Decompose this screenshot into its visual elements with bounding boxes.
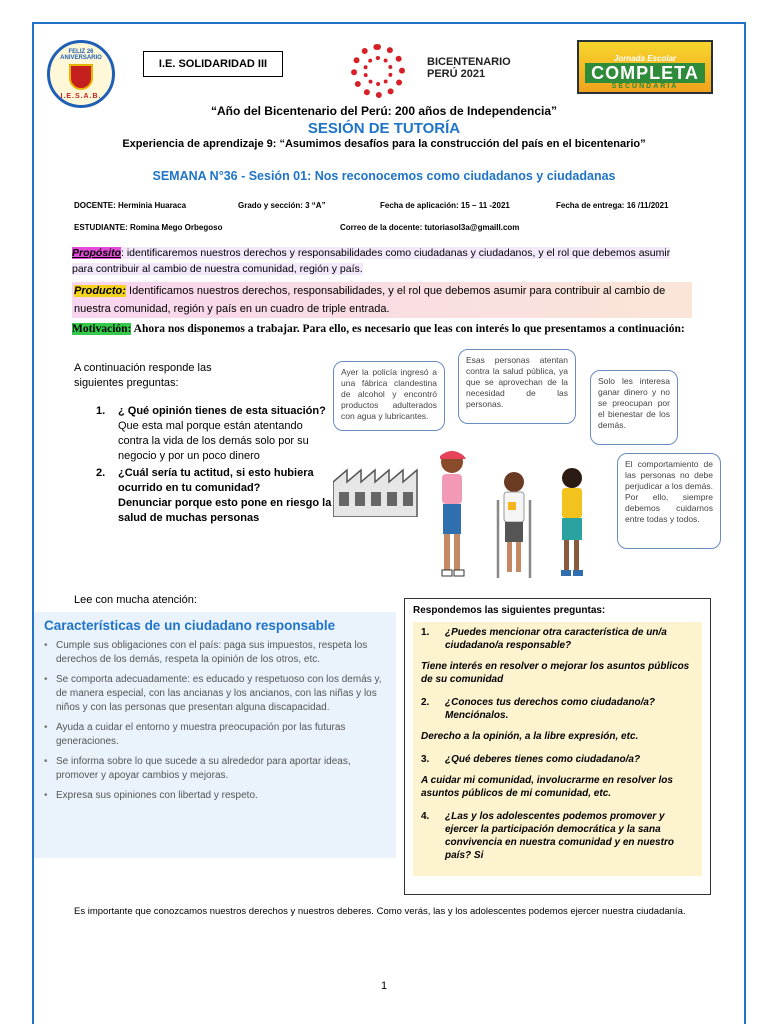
list-item: [44, 721, 386, 749]
question-number: 4.: [421, 811, 430, 822]
purpose-label: Propósito: [72, 247, 121, 259]
read-instruction: Lee con mucha atención:: [74, 594, 197, 606]
bullet-icon: •: [44, 674, 48, 685]
response-answer[interactable]: Derecho a la opinión, a la libre expresión, etc.: [421, 731, 639, 742]
list-item: [96, 466, 336, 526]
list-item: [44, 755, 386, 783]
characteristic-text: Expresa sus opiniones con libertad y respeto.: [56, 790, 258, 801]
shield-icon: [69, 64, 93, 90]
motivation-text: Ahora nos disponemos a trabajar. Para ello, es necesario que leas con interés lo que presentamos a continuación:: [131, 323, 685, 335]
closing-paragraph: Es importante que conozcamos nuestros derechos y nuestros deberes. Como verás, las y los adolescentes podemos ejercer nuestra ciudadanía.: [74, 906, 686, 917]
response-question: [421, 810, 694, 862]
characteristic-text: Se comporta adecuadamente: es educado y respetuoso con los demás y, de manera especial, con las ancianas y los ancianos, con las niñas y los niños y con las personas que presentan alguna discapacidad.: [56, 674, 382, 713]
jornada-completa-logo: [577, 40, 713, 94]
bicentenario-line1: BICENTENARIO: [427, 56, 511, 68]
crest-top-text: FELIZ 26 ANIVERSARIO: [60, 48, 102, 61]
school-crest-logo: [47, 40, 115, 108]
question-number: 2.: [96, 467, 106, 479]
week-session-title: SEMANA N°36 - Sesión 01: Nos reconocemos como ciudadanos y ciudadanas: [152, 169, 616, 183]
teacher-name: DOCENTE: Herminia Huaraca: [74, 201, 187, 210]
speech-bubble-3: Solo les interesa ganar dinero y no se preocupan por el bienestar de los demás.: [590, 370, 678, 445]
question-number: 2.: [421, 697, 430, 708]
jornada-small-text: Jornada Escolar: [613, 54, 677, 63]
characteristic-text: Se informa sobre lo que sucede a su alrededor para aportar ideas, promover y apoyar cambios y mejoras.: [56, 756, 351, 781]
bullet-icon: •: [44, 640, 48, 651]
speech-bubble-2: Esas personas atentan contra la salud pública, ya que se aprovechan de la necesidad de las personas.: [458, 349, 576, 424]
responses-list: [413, 622, 702, 876]
factory-illustration: [333, 462, 425, 517]
bicentenario-inner-ring-icon: [363, 56, 393, 86]
question-text: ¿Conoces tus derechos como ciudadano/a? Menciónalos.: [445, 697, 656, 721]
question-text: ¿Puedes mencionar otra característica de un/a ciudadano/a responsable?: [445, 627, 667, 651]
motivation-paragraph: [72, 323, 712, 335]
response-answer[interactable]: A cuidar mi comunidad, involucrarme en resolver los asuntos públicos de mi comunidad, etc.: [421, 775, 673, 799]
bullet-icon: •: [44, 722, 48, 733]
responses-panel: [404, 598, 711, 895]
speech-bubble-1: Ayer la policía ingresó a una fábrica clandestina de alcohol y encontró productos adulterados con agua y lubricantes.: [333, 361, 445, 431]
boy-crutches-illustration: [494, 470, 534, 580]
list-item: [44, 789, 386, 803]
bicentenario-text: [427, 56, 511, 80]
list-item: [44, 639, 386, 667]
question-number: 1.: [421, 627, 430, 638]
product-paragraph: [72, 282, 692, 318]
product-label: Producto:: [74, 285, 126, 297]
response-answer[interactable]: Tiene interés en resolver o mejorar los asuntos públicos de su comunidad: [421, 661, 690, 685]
year-motto: “Año del Bicentenario del Perú: 200 años de Independencia”: [210, 104, 558, 118]
question-text: ¿Las y los adolescentes podemos promover y ejercer la participación democrática y la sana convivencia en nuestra comunidad y en nuestro país? Si: [445, 811, 674, 861]
questions-intro: A continuación responde las siguientes preguntas:: [74, 362, 212, 389]
question-text: ¿ Qué opinión tienes de esta situación?: [118, 405, 326, 417]
page-number: 1: [380, 980, 388, 992]
purpose-text: : identificaremos nuestros derechos y responsabilidades como ciudadanas y ciudadanos, y el rol que debemos asumir para contribuir al cambio de nuestra comunidad, región y país.: [72, 247, 671, 275]
application-date: Fecha de aplicación: 15 – 11 -2021: [380, 201, 510, 210]
question-text: ¿Cuál sería tu actitud, si esto hubiera ocurrido en tu comunidad?: [118, 467, 314, 494]
question-number: 3.: [421, 754, 430, 765]
bullet-icon: •: [44, 790, 48, 801]
bicentenario-line2: PERÚ 2021: [427, 68, 486, 80]
bullet-icon: •: [44, 756, 48, 767]
girl-cap-illustration: [430, 448, 474, 578]
jornada-big-text: COMPLETA: [585, 63, 705, 83]
jornada-sub-text: SECUNDARIA: [611, 83, 679, 90]
response-question: [421, 753, 694, 766]
questions-list: [96, 404, 336, 528]
answer-text[interactable]: Que esta mal porque están atentando contra la vida de los demás solo por su negocio y por un poco dinero: [118, 420, 309, 462]
answer-text[interactable]: Denunciar porque esto pone en riesgo la salud de muchas personas: [118, 497, 332, 524]
responses-heading: Respondemos las siguientes preguntas:: [413, 605, 606, 616]
question-number: 1.: [96, 405, 106, 417]
response-question: [421, 626, 694, 652]
speech-bubble-4: El comportamiento de las personas no debe perjudicar a los demás. Por ello, siempre debemos cuidarnos entre todas y todos.: [617, 453, 721, 549]
list-item: [44, 673, 386, 715]
list-item: [96, 404, 336, 464]
motivation-label: Motivación:: [72, 323, 132, 335]
student-name: ESTUDIANTE: Romina Mego Orbegoso: [74, 223, 223, 232]
crest-bottom-text: I.E.S.A.B.: [60, 92, 102, 100]
product-text: Identificamos nuestros derechos, responsabilidades, y el rol que debemos asumir para contribuir al cambio de nuestra comunidad, región y país en un cuadro de triple entrada.: [74, 285, 666, 315]
characteristics-panel: [34, 612, 396, 858]
characteristics-title: Características de un ciudadano responsable: [44, 618, 336, 633]
session-title: SESIÓN DE TUTORÍA: [307, 120, 461, 137]
response-question: [421, 696, 694, 722]
characteristic-text: Ayuda a cuidar el entorno y muestra preocupación por las futuras generaciones.: [56, 722, 346, 747]
teacher-email: Correo de la docente: tutoriasol3a@gmaill.com: [340, 223, 520, 232]
school-name-box: I.E. SOLIDARIDAD III: [143, 51, 283, 77]
experience-title: Experiencia de aprendizaje 9: “Asumimos desafíos para la construcción del país en el bicentenario”: [122, 138, 646, 150]
delivery-date: Fecha de entrega: 16 /11/2021: [556, 201, 669, 210]
boy-yellow-illustration: [554, 466, 590, 578]
characteristic-text: Cumple sus obligaciones con el país: paga sus impuestos, respeta los derechos de los demás, respeta la opinión de los otros, etc.: [56, 640, 368, 665]
bicentenario-logo: [345, 40, 535, 100]
question-text: ¿Qué deberes tienes como ciudadano/a?: [445, 754, 641, 765]
purpose-paragraph: [72, 245, 692, 277]
grade-section: Grado y sección: 3 “A”: [238, 201, 326, 210]
